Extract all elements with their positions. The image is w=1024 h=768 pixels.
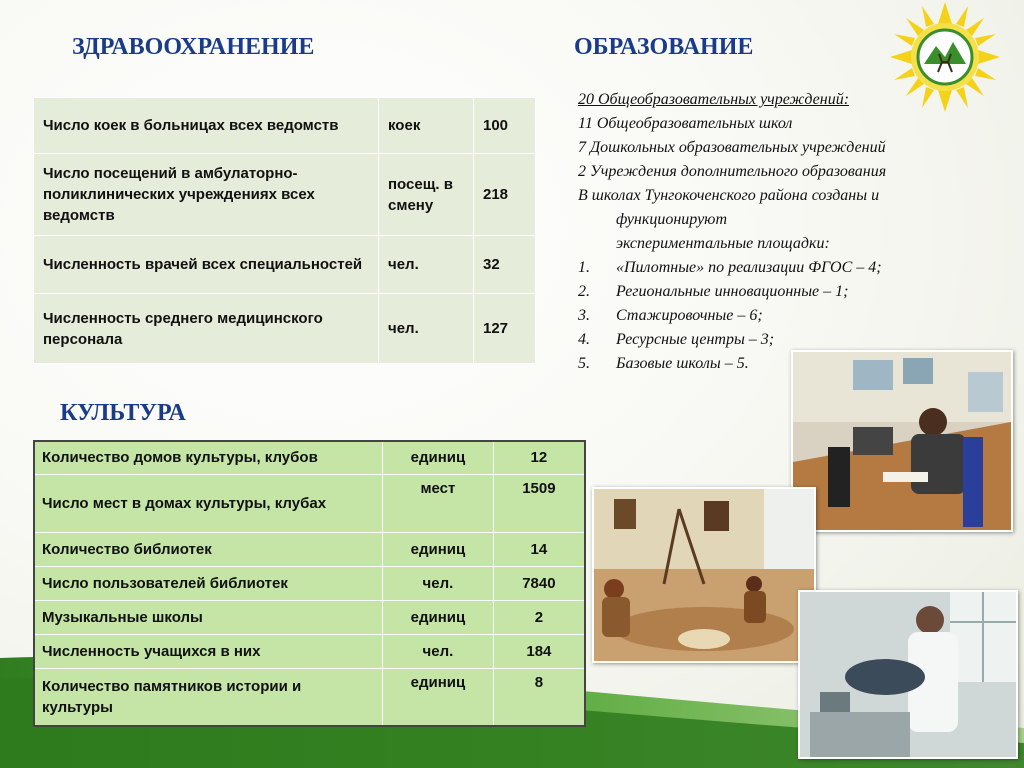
health-table bbox=[33, 97, 536, 364]
list-item: 2. Региональные инновационные – 1; bbox=[578, 283, 849, 300]
culture-row-name: Численность учащихся в них bbox=[34, 634, 383, 668]
culture-row-value: 12 bbox=[493, 441, 585, 474]
culture-row-unit: единиц bbox=[383, 532, 494, 566]
list-item: 1. «Пилотные» по реализации ФГОС – 4; bbox=[578, 259, 882, 276]
culture-event-photo bbox=[592, 487, 816, 663]
culture-row-unit: единиц bbox=[383, 441, 494, 474]
table-row bbox=[34, 600, 585, 634]
table-row bbox=[34, 98, 536, 154]
table-row bbox=[34, 474, 585, 532]
health-row-name: Число посещений в амбулаторно-поликлинических учреждениях всех ведомств bbox=[34, 154, 379, 236]
culture-row-name: Количество памятников истории и культуры bbox=[34, 668, 383, 726]
culture-table bbox=[33, 440, 586, 727]
table-row bbox=[34, 294, 536, 364]
table-row bbox=[34, 154, 536, 236]
table-row bbox=[34, 441, 585, 474]
table-row bbox=[34, 532, 585, 566]
education-experimental-intro: В школах Тунгокоченского района созданы и bbox=[578, 187, 880, 204]
list-item: 4. Ресурсные центры – 3; bbox=[578, 331, 775, 348]
culture-row-value: 2 bbox=[493, 600, 585, 634]
classroom-photo bbox=[791, 350, 1013, 532]
culture-row-value: 7840 bbox=[493, 566, 585, 600]
culture-row-name: Число пользователей библиотек bbox=[34, 566, 383, 600]
health-row-name: Численность врачей всех специальностей bbox=[34, 236, 379, 294]
education-list bbox=[578, 88, 1008, 376]
culture-row-value: 8 bbox=[493, 668, 585, 726]
culture-row-name: Количество библиотек bbox=[34, 532, 383, 566]
health-row-value: 127 bbox=[474, 294, 536, 364]
education-total-line: 20 Общеобразовательных учреждений: bbox=[578, 91, 850, 108]
culture-row-unit: мест bbox=[383, 474, 494, 532]
health-heading: ЗДРАВООХРАНЕНИЕ bbox=[72, 34, 315, 60]
table-row bbox=[34, 668, 585, 726]
education-preschool-line: 7 Дошкольных образовательных учреждений bbox=[578, 139, 886, 156]
dental-clinic-photo bbox=[798, 590, 1018, 759]
culture-row-unit: чел. bbox=[383, 634, 494, 668]
education-experimental-intro-cont: функционируют экспериментальные площадки: bbox=[616, 211, 830, 252]
table-row bbox=[34, 566, 585, 600]
culture-row-name: Музыкальные школы bbox=[34, 600, 383, 634]
culture-row-unit: единиц bbox=[383, 668, 494, 726]
health-row-value: 100 bbox=[474, 98, 536, 154]
list-item: 5. Базовые школы – 5. bbox=[578, 355, 749, 372]
culture-row-value: 184 bbox=[493, 634, 585, 668]
culture-row-unit: чел. bbox=[383, 566, 494, 600]
culture-row-name: Число мест в домах культуры, клубах bbox=[34, 474, 383, 532]
health-row-value: 32 bbox=[474, 236, 536, 294]
health-row-unit: чел. bbox=[379, 236, 474, 294]
health-row-unit: коек bbox=[379, 98, 474, 154]
table-row bbox=[34, 236, 536, 294]
culture-row-name: Количество домов культуры, клубов bbox=[34, 441, 383, 474]
culture-row-value: 1509 bbox=[493, 474, 585, 532]
education-additional-line: 2 Учреждения дополнительного образования bbox=[578, 163, 887, 180]
health-row-unit: посещ. в смену bbox=[379, 154, 474, 236]
table-row bbox=[34, 634, 585, 668]
education-heading: ОБРАЗОВАНИЕ bbox=[574, 34, 754, 60]
culture-row-unit: единиц bbox=[383, 600, 494, 634]
list-item: 3. Стажировочные – 6; bbox=[578, 307, 763, 324]
culture-heading: КУЛЬТУРА bbox=[60, 400, 186, 426]
health-row-unit: чел. bbox=[379, 294, 474, 364]
health-row-name: Численность среднего медицинского персонала bbox=[34, 294, 379, 364]
education-schools-line: 11 Общеобразовательных школ bbox=[578, 115, 793, 132]
health-row-name: Число коек в больницах всех ведомств bbox=[34, 98, 379, 154]
health-row-value: 218 bbox=[474, 154, 536, 236]
culture-row-value: 14 bbox=[493, 532, 585, 566]
